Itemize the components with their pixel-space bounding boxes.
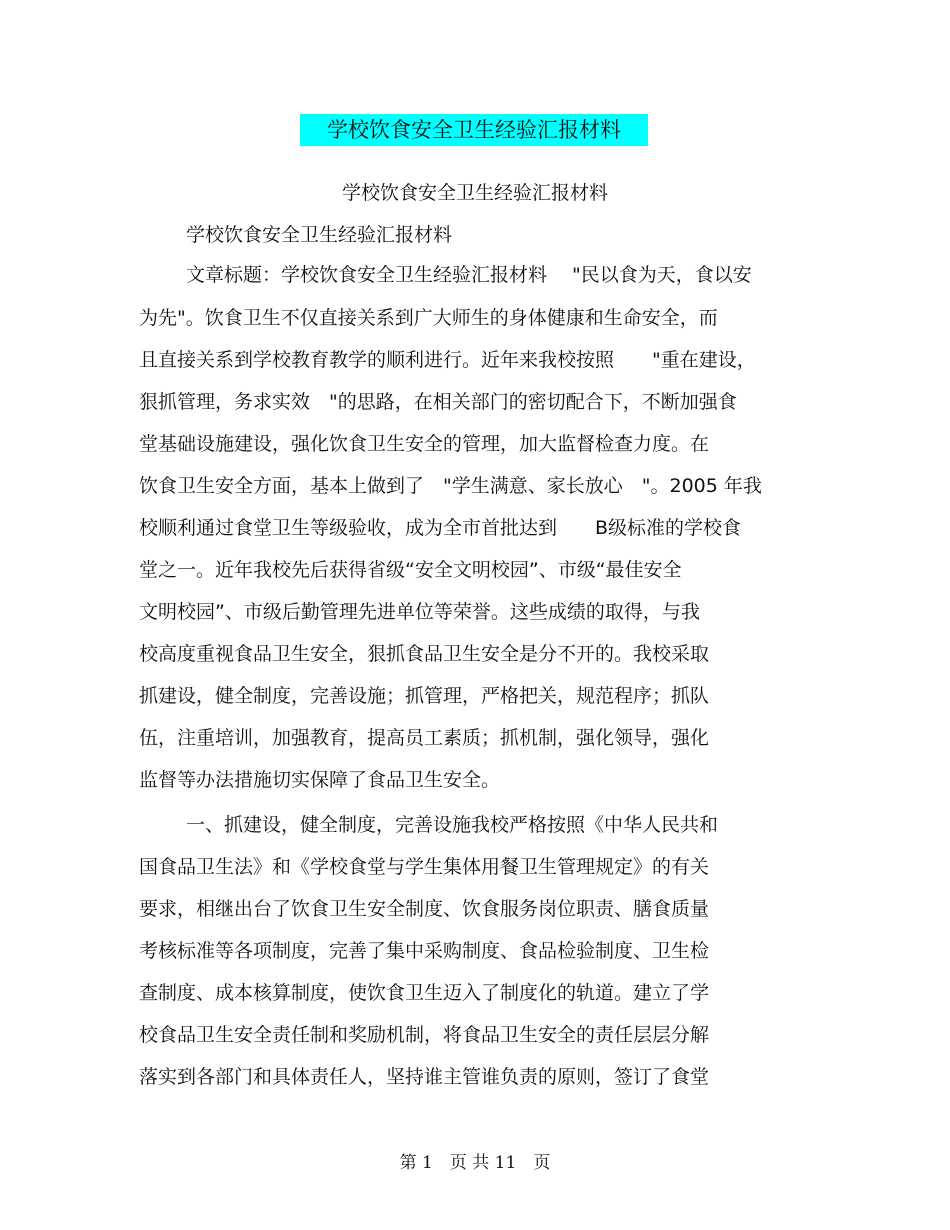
paragraph-line: 校顺利通过食堂卫生等级验收，成为全市首批达到 B级标准的学校食 bbox=[139, 517, 742, 539]
document-subtitle: 学校饮食安全卫生经验汇报材料 bbox=[341, 182, 608, 204]
paragraph-line: 饮食卫生安全方面，基本上做到了 "学生满意、家长放心 "。2005 年我 bbox=[139, 475, 762, 497]
paragraph-line: 要求，相继出台了饮食卫生安全制度、饮食服务岗位职责、膳食质量 bbox=[139, 898, 710, 920]
paragraph-line: 且直接关系到学校教育教学的顺利进行。近年来我校按照 "重在建设， bbox=[139, 349, 756, 371]
paragraph-line: 考核标准等各项制度，完善了集中采购制度、食品检验制度、卫生检 bbox=[139, 940, 710, 962]
paragraph-line: 学校饮食安全卫生经验汇报材料 bbox=[186, 224, 453, 246]
paragraph-line: 文明校园”、市级后勤管理先进单位等荣誉。这些成绩的取得，与我 bbox=[139, 601, 700, 623]
document-title: 学校饮食安全卫生经验汇报材料 bbox=[300, 114, 648, 146]
paragraph-line: 国食品卫生法》和《学校食堂与学生集体用餐卫生管理规定》的有关 bbox=[139, 856, 710, 878]
page-number: 第 1 页 共 11 页 bbox=[399, 1153, 551, 1173]
paragraph-line: 校高度重视食品卫生安全，狠抓食品卫生安全是分不开的。我校采取 bbox=[139, 643, 710, 665]
paragraph-line: 堂之一。近年我校先后获得省级“安全文明校园”、市级“最佳安全 bbox=[139, 559, 682, 581]
paragraph-line: 伍，注重培训，加强教育，提高员工素质；抓机制，强化领导，强化 bbox=[139, 727, 710, 749]
paragraph-line: 狠抓管理，务求实效 "的思路，在相关部门的密切配合下，不断加强食 bbox=[139, 391, 737, 413]
paragraph-line: 抓建设，健全制度，完善设施；抓管理，严格把关，规范程序；抓队 bbox=[139, 685, 710, 707]
paragraph-line: 查制度、成本核算制度，使饮食卫生迈入了制度化的轨道。建立了学 bbox=[139, 982, 710, 1004]
paragraph-line: 落实到各部门和具体责任人，坚持谁主管谁负责的原则，签订了食堂 bbox=[139, 1066, 710, 1088]
paragraph-line: 一、抓建设，健全制度，完善设施我校严格按照《中华人民共和 bbox=[186, 814, 719, 836]
paragraph-line: 校食品卫生安全责任制和奖励机制，将食品卫生安全的责任层层分解 bbox=[139, 1024, 710, 1046]
paragraph-line: 文章标题：学校饮食安全卫生经验汇报材料 "民以食为天，食以安 bbox=[186, 264, 752, 286]
paragraph-line: 为先"。饮食卫生不仅直接关系到广大师生的身体健康和生命安全，而 bbox=[139, 307, 718, 329]
paragraph-line: 监督等办法措施切实保障了食品卫生安全。 bbox=[139, 769, 501, 791]
paragraph-line: 堂基础设施建设，强化饮食卫生安全的管理，加大监督检查力度。在 bbox=[139, 433, 710, 455]
